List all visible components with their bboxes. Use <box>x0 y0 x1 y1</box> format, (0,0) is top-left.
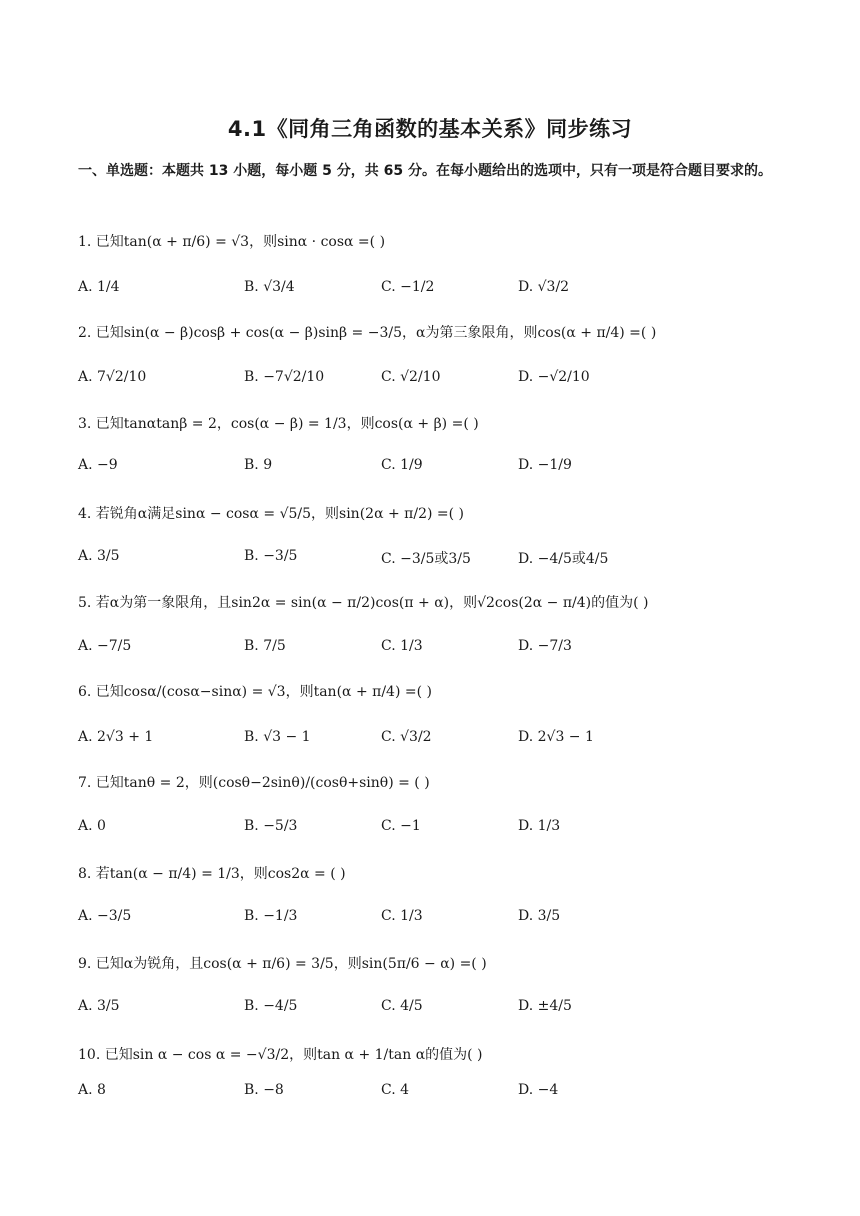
option-c: C. 1/3 <box>381 908 423 924</box>
option-b: B. −3/5 <box>244 548 298 564</box>
option-d: D. 1/3 <box>518 818 561 834</box>
option-d: D. √3/2 <box>518 279 570 295</box>
option-c: C. √3/2 <box>381 729 432 745</box>
page-title: 4.1《同角三角函数的基本关系》同步练习 <box>227 117 633 141</box>
option-a: A. 3/5 <box>78 998 120 1014</box>
option-b: B. √3 − 1 <box>244 729 311 745</box>
option-c: C. −1/2 <box>381 279 435 295</box>
option-a: A. −7/5 <box>78 638 132 654</box>
question-stem: 7. 已知tanθ = 2，则(cosθ−2sinθ)/(cosθ+sinθ) = ( ) <box>78 775 430 791</box>
option-b: B. −8 <box>244 1082 284 1098</box>
option-d: D. −1/9 <box>518 457 572 473</box>
option-d: D. −7/3 <box>518 638 572 654</box>
option-a: A. 8 <box>78 1082 106 1098</box>
option-a: A. 2√3 + 1 <box>78 729 154 745</box>
option-d: D. −4/5或4/5 <box>518 551 609 567</box>
option-b: B. √3/4 <box>244 279 295 295</box>
option-a: A. −9 <box>78 457 118 473</box>
option-d: D. 3/5 <box>518 908 561 924</box>
option-c: C. 1/3 <box>381 638 423 654</box>
question-stem: 5. 若α为第一象限角，且sin2α = sin(α − π/2)cos(π + α)，则√2cos(2α − π/4)的值为( ) <box>78 595 649 611</box>
option-b: B. −7√2/10 <box>244 369 325 385</box>
option-d: D. ±4/5 <box>518 998 572 1014</box>
question-stem: 4. 若锐角α满足sinα − cosα = √5/5，则sin(2α + π/2) =( ) <box>78 506 464 522</box>
option-a: A. 7√2/10 <box>78 369 147 385</box>
question-stem: 6. 已知cosα/(cosα−sinα) = √3，则tan(α + π/4) =( ) <box>78 684 432 700</box>
option-a: A. 0 <box>78 818 106 834</box>
section-heading: 一、单选题：本题共 13 小题，每小题 5 分，共 65 分。在每小题给出的选项中，只有一项是符合题目要求的。 <box>78 163 772 179</box>
question-stem: 2. 已知sin(α − β)cosβ + cos(α − β)sinβ = −3/5，α为第三象限角，则cos(α + π/4) =( ) <box>78 325 657 341</box>
question-stem: 3. 已知tanαtanβ = 2，cos(α − β) = 1/3，则cos(α + β) =( ) <box>78 416 479 432</box>
option-c: C. −1 <box>381 818 421 834</box>
question-stem: 10. 已知sin α − cos α = −√3/2，则tan α + 1/tan α的值为( ) <box>78 1047 483 1063</box>
question-stem: 8. 若tan(α − π/4) = 1/3，则cos2α = ( ) <box>78 866 346 882</box>
option-b: B. −1/3 <box>244 908 298 924</box>
option-d: D. −√2/10 <box>518 369 590 385</box>
option-a: A. 3/5 <box>78 548 120 564</box>
option-b: B. −5/3 <box>244 818 298 834</box>
option-b: B. −4/5 <box>244 998 298 1014</box>
option-c: C. 4/5 <box>381 998 423 1014</box>
option-c: C. 4 <box>381 1082 410 1098</box>
option-d: D. −4 <box>518 1082 559 1098</box>
option-b: B. 7/5 <box>244 638 286 654</box>
option-b: B. 9 <box>244 457 273 473</box>
option-d: D. 2√3 − 1 <box>518 729 594 745</box>
option-c: C. √2/10 <box>381 369 441 385</box>
question-stem: 1. 已知tan(α + π/6) = √3，则sinα · cosα =( ) <box>78 234 386 250</box>
option-c: C. −3/5或3/5 <box>381 551 471 567</box>
option-a: A. −3/5 <box>78 908 132 924</box>
option-a: A. 1/4 <box>78 279 120 295</box>
option-c: C. 1/9 <box>381 457 423 473</box>
question-stem: 9. 已知α为锐角，且cos(α + π/6) = 3/5，则sin(5π/6 − α) =( ) <box>78 956 487 972</box>
